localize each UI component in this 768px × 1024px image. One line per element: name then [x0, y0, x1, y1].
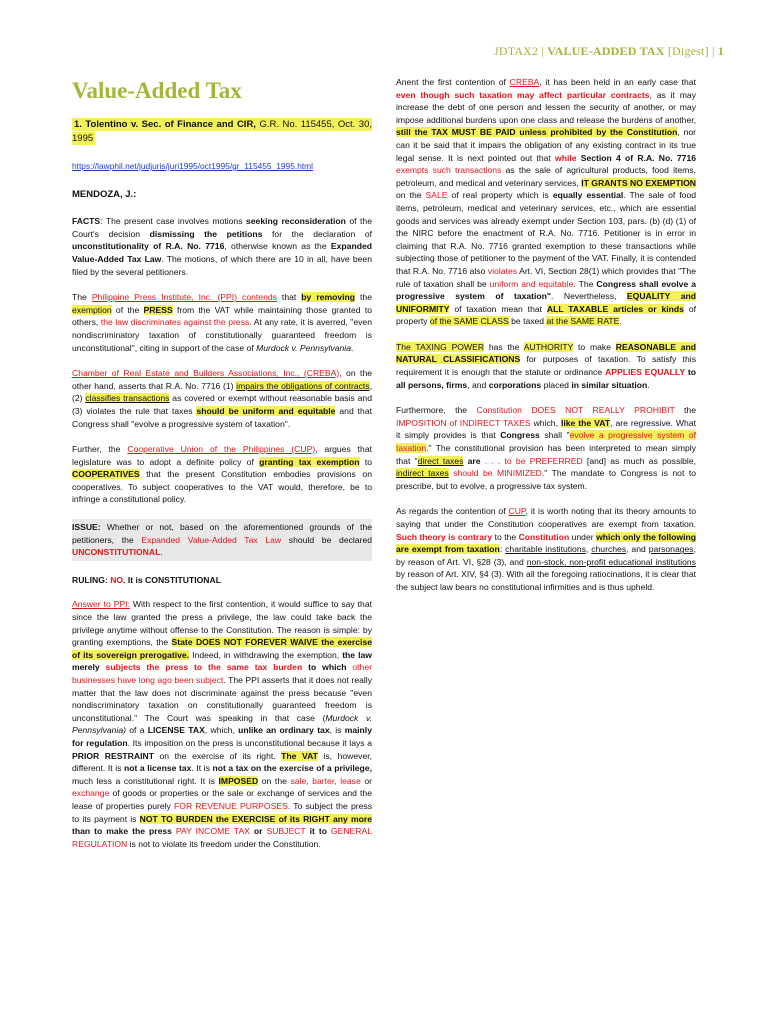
right-column	[396, 76, 696, 607]
header-code: JDTAX2	[494, 44, 539, 58]
case-heading	[72, 118, 372, 146]
header-section: [Digest]	[667, 44, 709, 58]
case-link[interactable]: https://lawphil.net/judjuris/juri1995/oct1995/gr_115455_1995.html	[72, 161, 314, 171]
running-header: JDTAX2 | VALUE-ADDED TAX [Digest] | 1	[494, 44, 724, 58]
creba-paragraph: Chamber of Real Estate and Builders Associations, Inc., (CREBA), on the other hand, asserts that R.A. No. 7716 (1) impairs the obligations of contracts, (2) classifies transactions as covered or exempt without reasonable basis and (3) violates the rule that taxes should be uniform and equitable and that Congress shall "evolve a progressive system of taxation".	[72, 368, 372, 429]
left-column	[72, 70, 372, 863]
case-name: 1. Tolentino v. Sec. of Finance and CIR,	[74, 119, 256, 130]
creba-answer-paragraph: Anent the first contention of CREBA, it has been held in an early case that even though such taxation may affect particular contracts, as it may increase the debt of one person and lessen the security of another, or may impose additional burdens upon one class and release the burdens of another, still the TAX MUST BE PAID unless prohibited by the Constitution, nor can it be said that it impairs the obligation of any existing contract in its true legal sense. It is next pointed out that while Section 4 of R.A. No. 7716 exempts such transactions as the sale of agricultural products, food items, petroleum, and medical and veterinary services, IT GRANTS NO EXEMPTION on the SALE of real property which is equally essential. The sale of food items, petroleum, medical and veterinary services, etc., which are essential goods and services was already exempt under Section 103, pars. (b) (d) (1) of the NIRC before the enactment of R.A. No. 7716. Petitioner is in error in claiming that R.A. No. 7716 granted exemption to these transactions while subjecting those of petitioner to the payment of the VAT. Finally, it is contended that R.A. No. 7716 also violates Art. VI, Section 28(1) which provides that "The rule of taxation shall be uniform and equitable. The Congress shall evolve a progressive system of taxation". Nevertheless, EQUALITY and UNIFORMITY of taxation mean that ALL TAXABLE articles or kinds of property of the SAME CLASS be taxed at the SAME RATE.	[396, 77, 697, 327]
ruling-heading: RULING: NO. It is CONSTITUTIONAL	[72, 574, 221, 585]
cup-answer-paragraph: As regards the contention of CUP, it is worth noting that its theory amounts to saying that under the Constitution cooperatives are exempt from taxation. Such theory is contrary to the Constitution under which only the following are exempt from taxation: charitable institutions, churches, and parsonages, by reason of Art. VI, §28 (3), and non-stock, non-profit educational institutions by reason of Art. XIV, §4 (3). With all the foregoing ratiocinations, it is clear that the subject law bears no constitutional infirmities and is thus upheld.	[396, 506, 696, 592]
ponente: MENDOZA, J.:	[72, 188, 137, 200]
document-title: Value-Added Tax	[72, 78, 242, 103]
indirect-taxes-paragraph: Furthermore, the Constitution DOES NOT REALLY PROHIBIT the IMPOSITION of INDIRECT TAXES which, like the VAT, are regressive. What it simply provides is that Congress shall "evolve a progressive system of taxation." The constitutional provision has been interpreted to mean simply that "direct taxes are . . . to be PREFERRED [and] as much as possible, indirect taxes should be MINIMIZED." The mandate to Congress is not to prescribe, but to evolve, a progressive tax system.	[396, 405, 697, 491]
cup-paragraph: Further, the Cooperative Union of the Philippines (CUP), argues that legislature was to adopt a definite policy of granting tax exemption to COOPERATIVES that the present Constitution embodies provisions on cooperatives. To subject cooperatives to the VAT would, therefore, be to infringe a constitutional policy.	[72, 444, 372, 505]
header-page: 1	[717, 44, 724, 58]
ppi-paragraph: The Philippine Press Institute, Inc. (PPI) contends that by removing the exemption of the PRESS from the VAT while maintaining those granted to others, the law discriminates against the press. At any rate, it is averred, "even nondiscriminatory taxation of constitutionally guaranteed freedom is unconstitutional", citing in support of the case of Murdock v. Pennsylvania.	[72, 292, 373, 353]
case-citation: G.R. No. 115455, Oct. 30, 1995	[72, 119, 372, 144]
issue-paragraph: ISSUE: Whether or not, based on the aforementioned grounds of the petitioners, the Expanded Value-Added Tax Law should be declared UNCONSTITUTIONAL.	[72, 519, 372, 561]
taxing-power-paragraph: The TAXING POWER has the AUTHORITY to make REASONABLE and NATURAL CLASSIFICATIONS for purposes of taxation. To satisfy this requirement it is enough that the statute or ordinance APPLIES EQUALLY to all persons, firms, and corporations placed in similar situation.	[396, 341, 697, 390]
header-title: VALUE-ADDED TAX	[547, 44, 665, 58]
answer-ppi-paragraph: Answer to PPI: With respect to the first contention, it would suffice to say that since the law granted the press a privilege, the law could take back the privilege anytime without offense to the Constitution. The reason is simple: by granting exemptions, the State DOES NOT FOREVER WAIVE the exercise of its sovereign prerogative. Indeed, in withdrawing the exemption, the law merely subjects the press to the same tax burden to which other businesses have long ago been subject. The PPI asserts that it does not really matter that the law does not discriminate against the press because "even nondiscriminatory taxation on constitutionally guaranteed freedom is unconstitutional." The Court was speaking in that case (Murdock v. Pennsylvania) of a LICENSE TAX, which, unlike an ordinary tax, is mainly for regulation. Its imposition on the press is unconstitutional because it lays a PRIOR RESTRAINT on the exercise of its right. The VAT is, however, different. It is not a license tax. It is not a tax on the exercise of a privilege, much less a constitutional right. It is IMPOSED on the sale, barter, lease or exchange of goods or properties or the sale or exchange of services and the lease of properties purely FOR REVENUE PURPOSES. To subject the press to its payment is NOT TO BURDEN the EXERCISE of its RIGHT any more than to make the press PAY INCOME TAX or SUBJECT it to GENERAL REGULATION is not to violate its freedom under the Constitution.	[72, 599, 373, 849]
facts-paragraph: FACTS: The present case involves motions seeking reconsideration of the Court's decision dismissing the petitions for the declaration of unconstitutionality of R.A. No. 7716, otherwise known as the Expanded Value-Added Tax Law. The motions, of which there are 10 in all, have been filed by the several petitioners.	[72, 216, 372, 277]
